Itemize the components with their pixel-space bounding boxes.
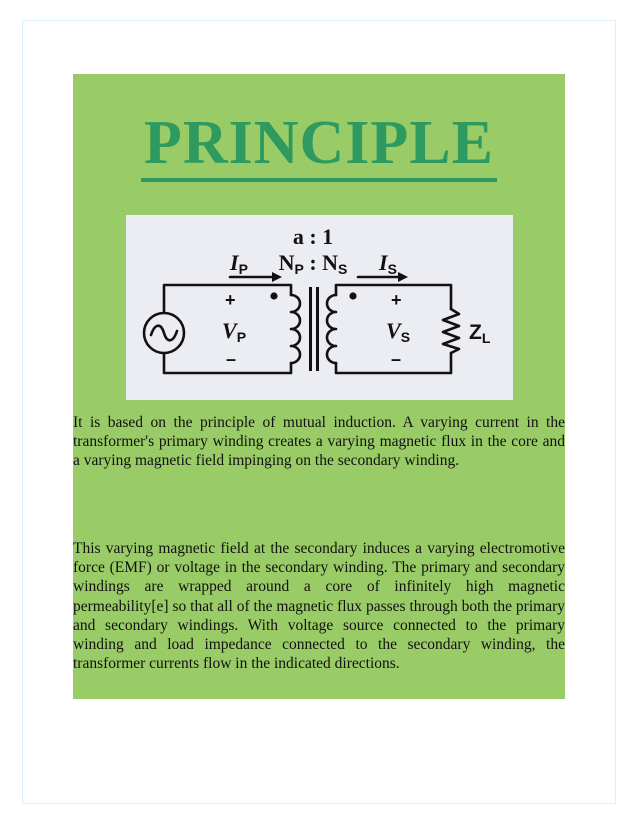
turns-ratio-label: NP : NS bbox=[278, 250, 348, 277]
secondary-polarity-dot bbox=[349, 292, 356, 299]
transformer-diagram bbox=[126, 215, 513, 400]
core-line-right bbox=[316, 287, 319, 371]
load-resistor bbox=[443, 309, 459, 353]
primary-voltage-label: VP bbox=[222, 318, 247, 345]
title-underline bbox=[141, 178, 497, 182]
paragraph-mutual-induction: It is based on the principle of mutual induction. A varying current in the transformer's primary winding creates a varying magnetic flux in the core and a varying magnetic field impinging on the secondary winding. bbox=[73, 414, 565, 470]
primary-current-label: IP bbox=[230, 250, 248, 277]
primary-coil bbox=[291, 295, 300, 363]
secondary-current-label: IS bbox=[379, 250, 397, 277]
primary-plus-sign: + bbox=[225, 290, 236, 310]
core-line-left bbox=[309, 287, 312, 371]
secondary-coil bbox=[327, 295, 336, 363]
secondary-plus-sign: + bbox=[391, 290, 402, 310]
primary-minus-sign: – bbox=[226, 349, 237, 369]
ratio-label: a : 1 bbox=[292, 224, 334, 249]
load-impedance-label: ZL bbox=[469, 321, 491, 346]
secondary-arrowhead-icon bbox=[398, 272, 408, 282]
secondary-minus-sign: – bbox=[391, 349, 402, 369]
page-title: PRINCIPLE bbox=[143, 109, 495, 177]
primary-polarity-dot bbox=[270, 292, 277, 299]
content-panel bbox=[73, 74, 565, 699]
transformer-circuit-svg bbox=[126, 215, 513, 400]
paragraph-induced-emf: This varying magnetic field at the secondary induces a varying electromotive force (EMF) or voltage in the secondary winding. The primary and secondary windings are wrapped around a core of infinitely high magnetic permeability[e] so that all of the magnetic flux passes through both the primary and secondary windings. With voltage source connected to the primary winding and load impedance connected to the secondary winding, the transformer currents flow in the indicated directions. bbox=[73, 540, 565, 673]
secondary-voltage-label: VS bbox=[386, 318, 411, 345]
